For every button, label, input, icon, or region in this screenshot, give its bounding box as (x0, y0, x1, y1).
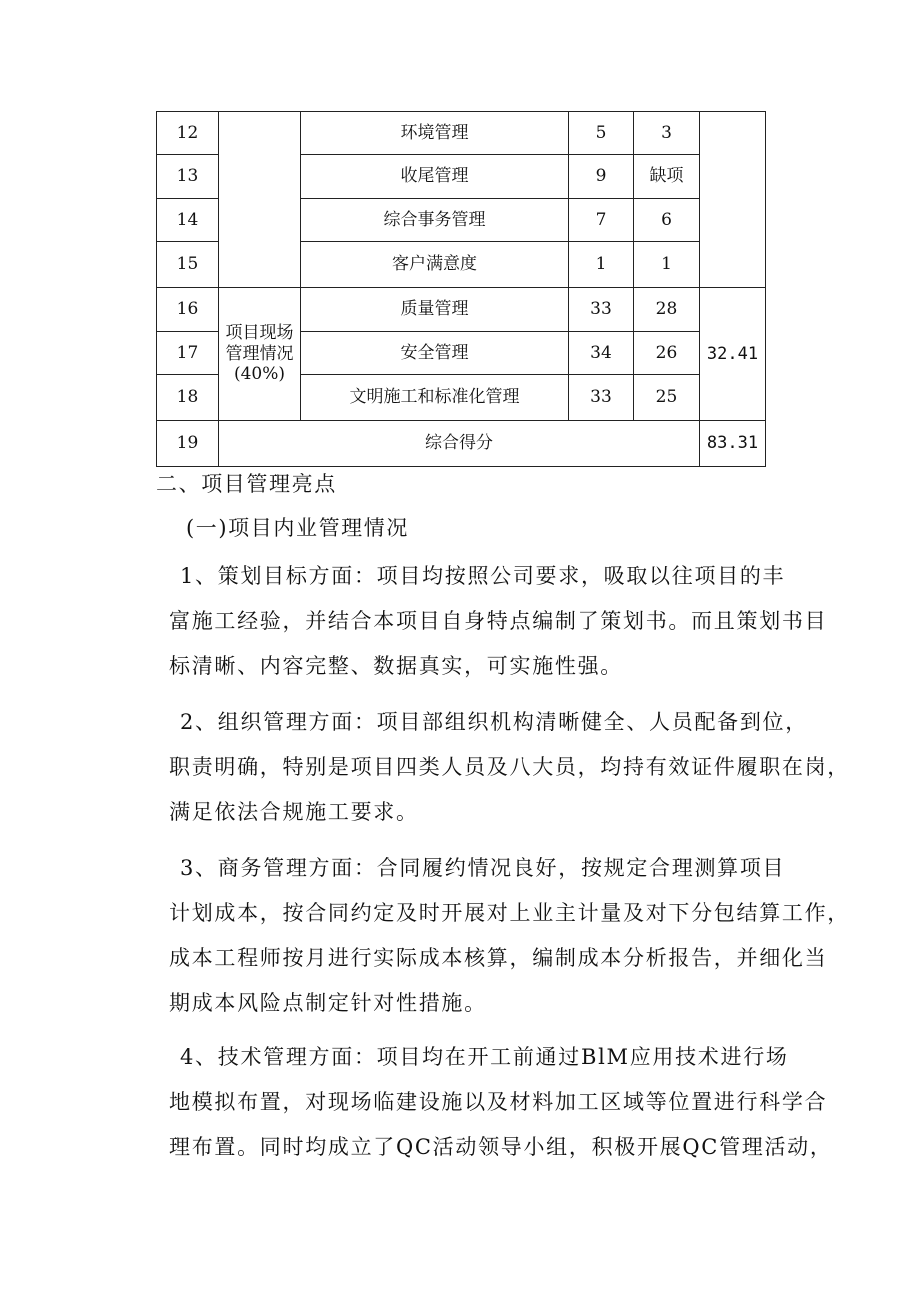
row-number: 16 (157, 288, 219, 332)
paragraph-line: 1、策划目标方面：项目均按照公司要求，吸取以往项目的丰 (180, 564, 786, 588)
row-number: 13 (157, 155, 219, 199)
actual-score: 3 (634, 112, 700, 155)
paragraph-line: 计划成本，按合同约定及时开展对上业主计量及对下分包结算工作， (169, 901, 850, 925)
full-score: 34 (569, 332, 634, 375)
table-row-total (157, 421, 766, 467)
actual-score: 26 (634, 332, 700, 375)
item-name: 安全管理 (301, 332, 569, 375)
item-name: 综合事务管理 (301, 199, 569, 242)
category-label-line: 项目现场 (225, 323, 294, 344)
row-number: 19 (157, 421, 219, 467)
paragraph-line: 3、商务管理方面：合同履约情况良好，按规定合理测算项目 (180, 856, 786, 880)
category-label-line: (40%) (233, 364, 286, 385)
paragraph-line: 成本工程师按月进行实际成本核算，编制成本分析报告，并细化当 (169, 946, 828, 970)
full-score: 5 (569, 112, 634, 155)
paragraph-technical (156, 1035, 833, 1170)
paragraph-line: 2、组织管理方面：项目部组织机构清晰健全、人员配备到位， (180, 710, 808, 734)
subtotal-cell (700, 112, 766, 288)
actual-score: 28 (634, 288, 700, 332)
paragraph-line: 职责明确，特别是项目四类人员及八大员，均持有效证件履职在岗， (169, 755, 850, 779)
category-cell (219, 112, 301, 288)
actual-score: 缺项 (634, 155, 700, 199)
paragraph-organization (156, 700, 850, 835)
table-row (157, 112, 766, 155)
item-name: 质量管理 (301, 288, 569, 332)
item-name: 客户满意度 (301, 242, 569, 288)
full-score: 1 (569, 242, 634, 288)
total-score: 83.31 (700, 421, 766, 467)
paragraph-line: 富施工经验，并结合本项目自身特点编制了策划书。而且策划书目 (169, 609, 828, 633)
row-number: 17 (157, 332, 219, 375)
full-score: 33 (569, 375, 634, 421)
item-name: 环境管理 (301, 112, 569, 155)
actual-score: 1 (634, 242, 700, 288)
paragraph-line: 地模拟布置，对现场临建设施以及材料加工区域等位置进行科学合 (169, 1090, 828, 1114)
full-score: 33 (569, 288, 634, 332)
row-number: 12 (157, 112, 219, 155)
row-number: 15 (157, 242, 219, 288)
full-score: 7 (569, 199, 634, 242)
paragraph-line: 期成本风险点制定针对性措施。 (169, 991, 487, 1015)
site-management-category (219, 288, 301, 421)
total-label: 综合得分 (219, 421, 700, 467)
subsection-title: (一)项目内业管理情况 (186, 516, 409, 540)
paragraph-commercial (156, 846, 850, 1026)
paragraph-line: 满足依法合规施工要求。 (169, 800, 419, 824)
paragraph-line: 标清晰、内容完整、数据真实，可实施性强。 (169, 654, 623, 678)
section-title: 二、项目管理亮点 (156, 472, 337, 496)
table-row (157, 288, 766, 332)
category-label-line: 管理情况 (225, 343, 294, 364)
row-number: 18 (157, 375, 219, 421)
paragraph-planning (156, 554, 826, 689)
full-score: 9 (569, 155, 634, 199)
actual-score: 6 (634, 199, 700, 242)
row-number: 14 (157, 199, 219, 242)
paragraph-line: 4、技术管理方面：项目均在开工前通过BlM应用技术进行场 (180, 1045, 789, 1069)
item-name: 文明施工和标准化管理 (301, 375, 569, 421)
item-name: 收尾管理 (301, 155, 569, 199)
paragraph-line: 理布置。同时均成立了QC活动领导小组，积极开展QC管理活动， (169, 1135, 833, 1159)
actual-score: 25 (634, 375, 700, 421)
site-subtotal: 32.41 (700, 288, 766, 421)
score-table (156, 111, 766, 467)
